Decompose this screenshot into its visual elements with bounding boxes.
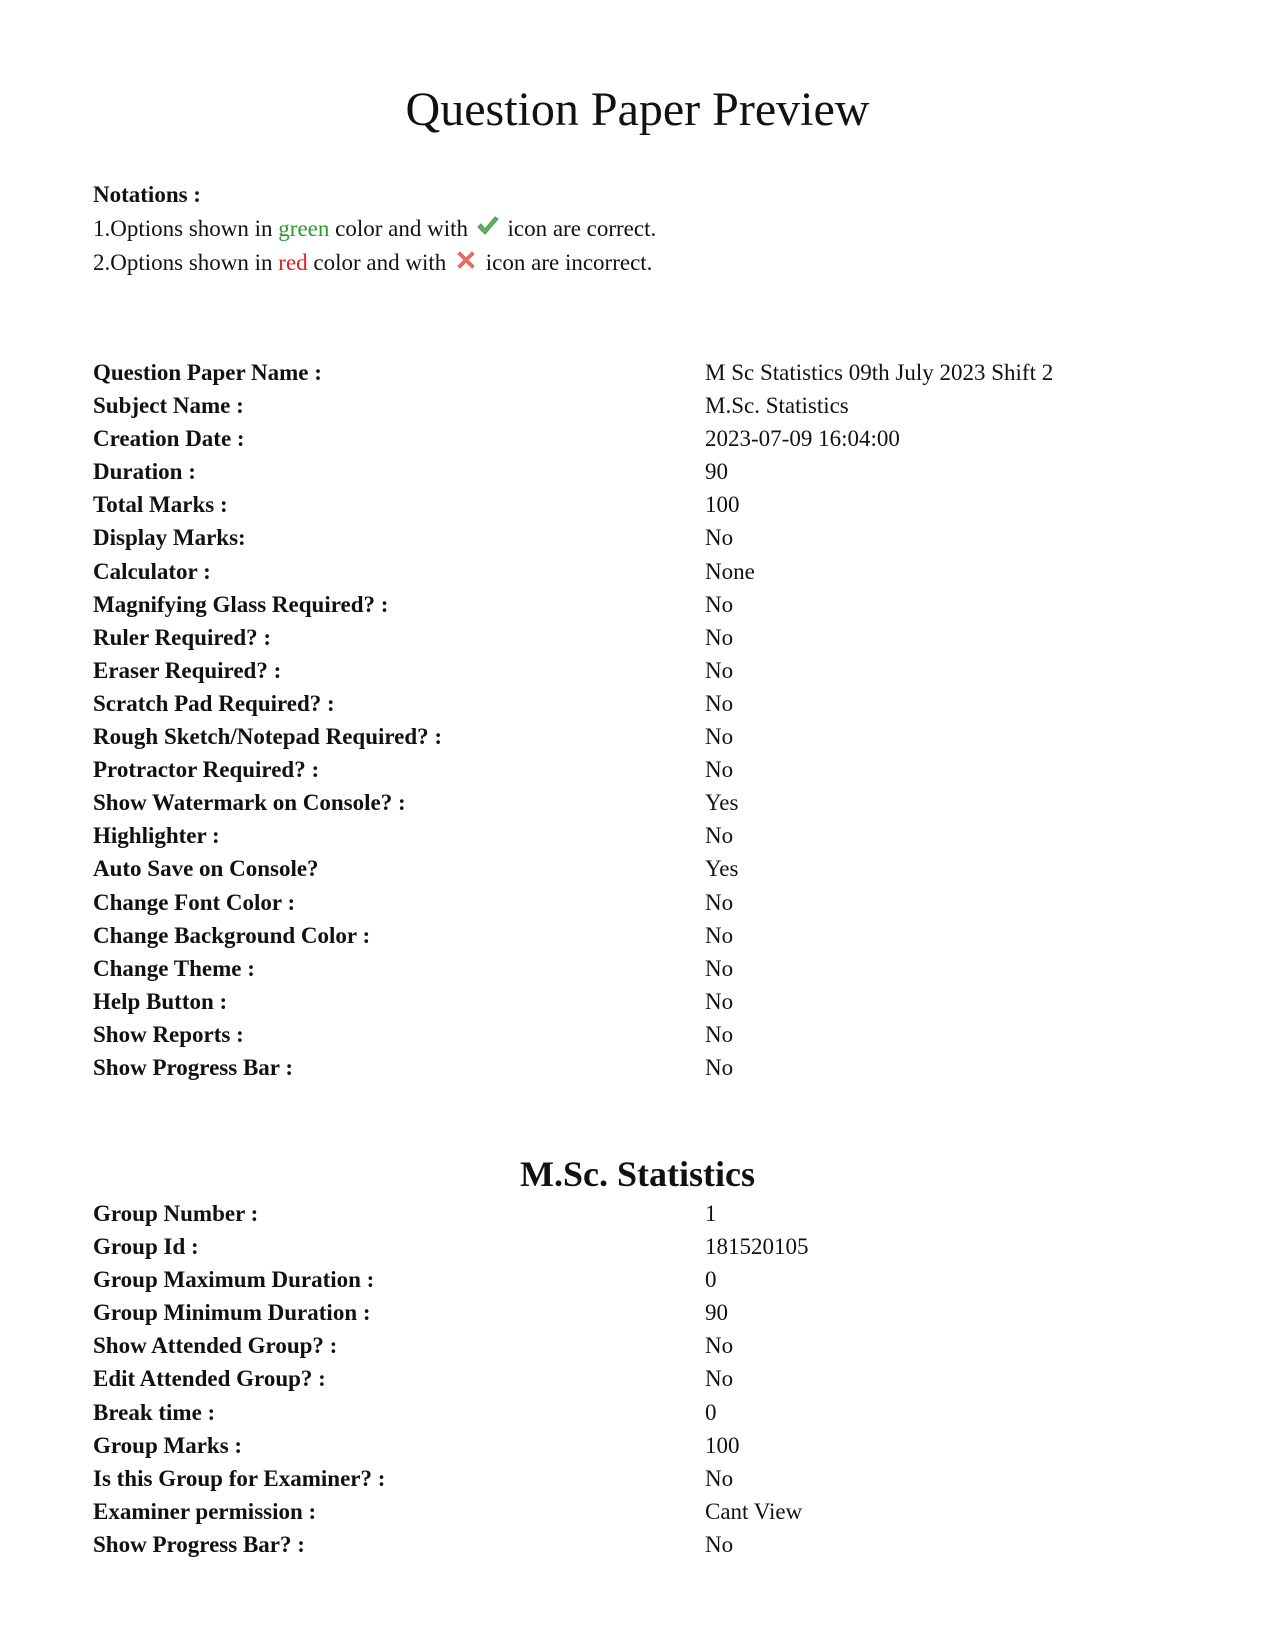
detail-row [93,389,1193,422]
detail-label: Subject Name : [93,393,244,419]
detail-label: Ruler Required? : [93,624,272,650]
detail-label: Question Paper Name : [93,360,322,385]
detail-value: M.Sc. Statistics [705,393,849,419]
notations-block [93,178,656,280]
detail-value: No [705,1465,734,1491]
detail-row [93,521,1193,554]
notation-correct [93,212,656,246]
detail-value: 0 [705,1399,717,1425]
detail-label: Total Marks : [93,492,228,518]
notation-incorrect-middle: color and with [313,250,447,275]
detail-label: Creation Date : [93,426,245,452]
detail-row [93,1230,1193,1263]
detail-row [93,1495,1193,1528]
detail-value: None [705,558,755,584]
notation-incorrect-suffix: icon are incorrect. [485,250,653,275]
detail-value: 0 [705,1267,717,1293]
detail-label: Duration : [93,459,196,485]
detail-value: No [705,724,734,750]
detail-row [93,1528,1193,1561]
detail-label: Protractor Required? : [93,757,320,783]
detail-label: Magnifying Glass Required? : [93,591,389,617]
detail-label: Group Marks : [93,1432,243,1458]
detail-label: Display Marks: [93,525,246,551]
detail-value: 2023-07-09 16:04:00 [705,426,900,452]
detail-value: 181520105 [705,1234,809,1260]
detail-value: No [705,591,734,617]
detail-value: M Sc Statistics 09th July 2023 Shift 2 [705,360,1054,385]
detail-row [93,1396,1193,1429]
detail-row [93,1296,1193,1329]
group-details-list [93,1197,1193,1561]
detail-value: No [705,757,734,783]
check-icon [476,214,500,238]
detail-row [93,621,1193,654]
detail-row [93,1018,1193,1051]
detail-row [93,654,1193,687]
detail-value: 1 [705,1201,717,1226]
detail-value: No [705,889,734,915]
detail-value: No [705,1054,734,1080]
detail-value: No [705,988,734,1014]
notation-correct-suffix: icon are correct. [507,216,657,241]
detail-row [93,753,1193,786]
detail-row [93,1051,1193,1084]
detail-label: Examiner permission : [93,1498,317,1524]
detail-label: Show Attended Group? : [93,1333,338,1359]
detail-row [93,852,1193,885]
detail-row [93,786,1193,819]
detail-row [93,1197,1193,1230]
detail-label: Break time : [93,1399,216,1425]
detail-label: Scratch Pad Required? : [93,690,335,716]
detail-value: No [705,657,734,683]
detail-row [93,886,1193,919]
detail-value: No [705,624,734,650]
detail-value: 100 [705,1432,740,1458]
detail-value: Yes [705,790,739,816]
detail-value: 90 [705,1300,728,1326]
detail-row [93,588,1193,621]
detail-row [93,455,1193,488]
detail-label: Calculator : [93,558,211,584]
detail-label: Change Background Color : [93,922,371,948]
detail-label: Show Progress Bar : [93,1054,293,1080]
detail-value: No [705,1333,734,1359]
detail-label: Show Progress Bar? : [93,1531,305,1557]
detail-label: Group Minimum Duration : [93,1300,371,1326]
detail-row [93,422,1193,455]
detail-row [93,952,1193,985]
cross-icon [454,248,478,272]
notation-correct-middle: color and with [335,216,468,241]
detail-value: No [705,690,734,716]
notation-incorrect [93,246,656,280]
detail-label: Change Theme : [93,955,255,981]
detail-value: No [705,1366,734,1392]
detail-row [93,1362,1193,1395]
detail-value: No [705,1021,734,1047]
detail-value: Cant View [705,1498,803,1524]
detail-label: Group Maximum Duration : [93,1267,375,1293]
detail-value: 100 [705,492,740,518]
detail-label: Group Id : [93,1234,199,1260]
detail-label: Edit Attended Group? : [93,1366,326,1392]
detail-row [93,985,1193,1018]
detail-row [93,1329,1193,1362]
detail-value: No [705,955,734,981]
detail-row [93,488,1193,521]
detail-label: Group Number : [93,1201,259,1226]
notations-heading: Notations : [93,182,201,207]
detail-value: Yes [705,856,739,882]
detail-row [93,555,1193,588]
notation-correct-prefix: 1.Options shown in [93,216,273,241]
detail-row [93,1263,1193,1296]
detail-row [93,1462,1193,1495]
section-title: M.Sc. Statistics [520,1154,755,1194]
detail-label: Auto Save on Console? [93,856,319,882]
detail-value: No [705,922,734,948]
detail-label: Highlighter : [93,823,220,849]
detail-row [93,919,1193,952]
detail-label: Rough Sketch/Notepad Required? : [93,724,443,750]
paper-details-list [93,356,1193,1084]
detail-label: Change Font Color : [93,889,296,915]
detail-row [93,720,1193,753]
detail-value: 90 [705,459,728,485]
detail-label: Show Watermark on Console? : [93,790,406,816]
detail-label: Show Reports : [93,1021,244,1047]
page-title: Question Paper Preview [405,83,870,136]
detail-row [93,1429,1193,1462]
detail-value: No [705,1531,734,1557]
detail-label: Help Button : [93,988,228,1014]
detail-row [93,687,1193,720]
detail-row [93,356,1193,389]
notation-red-word: red [278,250,308,275]
detail-label: Is this Group for Examiner? : [93,1465,386,1491]
notation-green-word: green [278,216,330,241]
detail-label: Eraser Required? : [93,657,282,683]
notation-incorrect-prefix: 2.Options shown in [93,250,273,275]
detail-value: No [705,525,734,551]
detail-value: No [705,823,734,849]
detail-row [93,819,1193,852]
